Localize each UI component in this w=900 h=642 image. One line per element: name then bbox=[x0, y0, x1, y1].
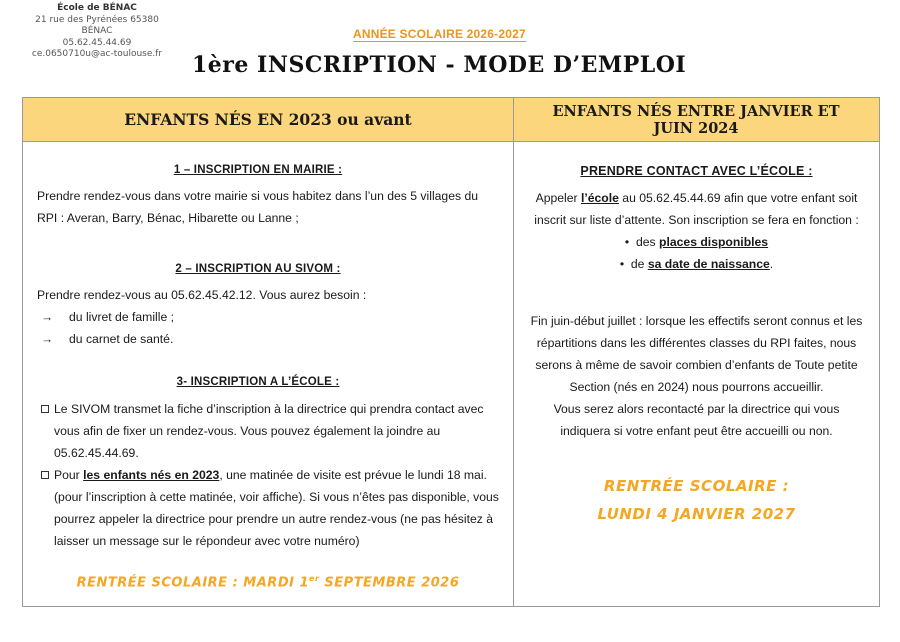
emphasis-text: l’école bbox=[580, 191, 619, 205]
text-line: serons à même de savoir combien d’enfants de Toute petite bbox=[535, 358, 858, 372]
bullet-icon: • bbox=[624, 235, 630, 249]
emphasis-text: sa date de naissance bbox=[647, 257, 770, 271]
text-run: . bbox=[769, 257, 774, 271]
section-mairie-title: 1 – INSCRIPTION EN MAIRIE : bbox=[173, 164, 343, 176]
section-ecole-text bbox=[39, 398, 509, 552]
text-run: au 05.62.45.44.69 afin que votre enfant soit bbox=[618, 191, 858, 205]
text-line bbox=[54, 464, 509, 486]
section-ecole-title: 3- INSCRIPTION A L’ÉCOLE : bbox=[176, 376, 340, 388]
section-mairie-text bbox=[37, 185, 507, 229]
list-item bbox=[514, 253, 879, 275]
list-item bbox=[37, 328, 507, 350]
arrow-icon: → bbox=[41, 332, 54, 346]
rentree-date-left bbox=[23, 574, 513, 590]
text-run: , une matinée de visite est prévue le lundi 18 mai. bbox=[219, 468, 487, 482]
list-item-text: du carnet de santé. bbox=[69, 332, 174, 346]
text-line: LUNDI 4 JANVIER 2027 bbox=[597, 505, 796, 523]
list-item bbox=[37, 306, 507, 328]
text-line: pourrez appeler la directrice pour prendre un autre rendez-vous (ne pas hésitez à bbox=[54, 512, 493, 526]
emphasis-text: places disponibles bbox=[659, 235, 769, 249]
contact-title: PRENDRE CONTACT AVEC L’ÉCOLE : bbox=[580, 164, 813, 178]
text-run: er bbox=[309, 574, 320, 583]
text-line: inscrit sur liste d’attente. Son inscription se fera en fonction : bbox=[534, 213, 859, 227]
info-table bbox=[22, 97, 880, 607]
checkbox-square-icon bbox=[41, 471, 49, 479]
waitlist-text bbox=[514, 310, 879, 442]
text-line: Vous serez alors recontacté par la directrice qui vous bbox=[553, 402, 840, 416]
text-line: RENTRÉE SCOLAIRE : bbox=[603, 477, 790, 495]
text-run: SEPTEMBRE 2026 bbox=[319, 575, 460, 591]
section-sivom-text bbox=[37, 284, 507, 350]
text-run: de bbox=[630, 257, 648, 271]
text-line: Section (nés en 2024) nous pourrons accueillir. bbox=[569, 380, 824, 394]
contact-text bbox=[514, 187, 879, 275]
rentree-date-right bbox=[514, 472, 879, 528]
page-title: 1ère INSCRIPTION - MODE D’EMPLOI bbox=[192, 52, 687, 78]
school-email: ce.0650710u@ac-toulouse.fr bbox=[31, 49, 163, 59]
text-line: répartitions dans les différentes classes du RPI faites, nous bbox=[536, 336, 857, 350]
list-item-text: du livret de famille ; bbox=[69, 310, 174, 324]
school-address: 21 rue des Pyrénées 65380 BÉNAC bbox=[35, 14, 159, 36]
left-column-header: ENFANTS NÉS EN 2023 ou avant bbox=[23, 98, 513, 142]
school-name: École de BÉNAC bbox=[57, 3, 137, 13]
text-line: Le SIVOM transmet la fiche d’inscription à la directrice qui prendra contact avec bbox=[54, 402, 484, 416]
text-line: indiquera si votre enfant peut être accueilli ou non. bbox=[560, 424, 833, 438]
text-run: Appeler bbox=[535, 191, 581, 205]
text-line: (pour l’inscription à cette matinée, voir affiche). Si vous n’êtes pas disponible, vous bbox=[54, 490, 499, 504]
bullet-icon: • bbox=[619, 257, 625, 271]
text-line bbox=[514, 187, 879, 209]
list-item bbox=[39, 464, 509, 552]
text-run: RENTRÉE SCOLAIRE : MARDI 1 bbox=[76, 575, 310, 591]
text-line: RPI : Averan, Barry, Bénac, Hibarette ou Lanne ; bbox=[37, 211, 299, 225]
checkbox-square-icon bbox=[41, 405, 49, 413]
school-info bbox=[22, 3, 172, 61]
text-run: Pour bbox=[54, 468, 84, 482]
list-item bbox=[39, 398, 509, 464]
text-line: Fin juin-début juillet : lorsque les effectifs seront connus et les bbox=[530, 314, 863, 328]
text-line: 05.62.45.44.69. bbox=[54, 446, 139, 460]
text-line: laisser un message sur le répondeur avec votre numéro) bbox=[54, 534, 360, 548]
school-year-title: ANNÉE SCOLAIRE 2026-2027 bbox=[353, 27, 526, 41]
text-line: vous afin de fixer un rendez-vous. Vous pouvez également la joindre au bbox=[54, 424, 441, 438]
list-item bbox=[514, 231, 879, 253]
text-line: Prendre rendez-vous dans votre mairie si vous habitez dans l’un des 5 villages du bbox=[37, 189, 479, 203]
text-line: Prendre rendez-vous au 05.62.45.42.12. Vous aurez besoin : bbox=[37, 288, 367, 302]
school-phone: 05.62.45.44.69 bbox=[62, 37, 132, 48]
right-column-header: ENFANTS NÉS ENTRE JANVIER ET JUIN 2024 bbox=[513, 98, 879, 142]
text-run: des bbox=[635, 235, 660, 249]
section-sivom-title: 2 – INSCRIPTION AU SIVOM : bbox=[175, 263, 341, 275]
emphasis-text: les enfants nés en 2023 bbox=[83, 468, 220, 482]
arrow-icon: → bbox=[41, 310, 54, 324]
